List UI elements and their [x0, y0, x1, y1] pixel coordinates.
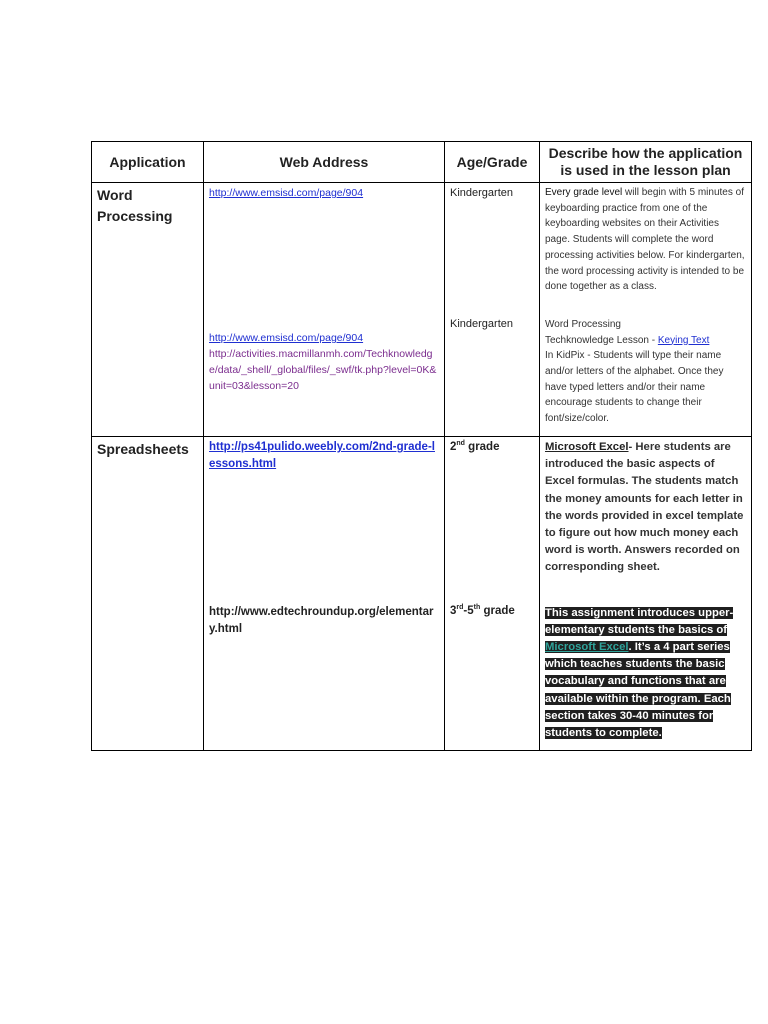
url-text: http://activities.macmillanmh.com/Techknowledge/data/_shell/_global/files/_swf/tk.php?level=0K&unit=03&lesson=20: [209, 348, 437, 392]
spacer: [545, 577, 746, 605]
grade-number: 2: [450, 441, 457, 453]
grade-suffix: grade: [464, 441, 500, 453]
grade-suffix: grade: [480, 605, 515, 617]
header-row: [92, 142, 752, 183]
age-grade-text: [450, 439, 534, 456]
description-line: Techknowledge Lesson -: [545, 334, 658, 346]
header-application: Application: [92, 142, 204, 183]
description-emphasis: Every grade level: [545, 187, 623, 198]
spacer: [545, 295, 746, 317]
description-line: Word Processing: [545, 318, 621, 330]
description-text: This assignment introduces upper-elementary students the basics of: [545, 606, 734, 636]
keying-text-link[interactable]: Keying Text: [657, 334, 710, 346]
description-text: will begin with 5 minutes of keyboarding practice from one of the keyboarding websites on their Activities page. Students will complete the word processing activities below. For kindergarten, the word processing activity is intended to be done together as a class.: [545, 187, 745, 293]
header-web-address: Web Address: [204, 142, 445, 183]
spacer: [209, 201, 439, 330]
url-text: http://www.edtechroundup.org/elementary.html: [209, 606, 434, 635]
age-grade-text: Kindergarten: [450, 187, 513, 199]
description-paragraph: [545, 317, 746, 427]
application-name-line: Spreadsheets: [97, 441, 189, 457]
spacer: [209, 473, 439, 604]
microsoft-excel-link[interactable]: Microsoft Excel: [545, 441, 629, 453]
url-link[interactable]: http://www.emsisd.com/page/904: [209, 187, 364, 199]
url-link[interactable]: http://www.emsisd.com/page/904: [209, 332, 364, 344]
description-paragraph-highlighted: [545, 605, 746, 743]
age-grade-cell: [445, 183, 540, 437]
description-text: - Here students are introduced the basic aspects of Excel formulas. The students match the money amounts for each letter in the words provided in excel template to figure out how much money each word is worth. Answers recorded on corresponding sheet.: [545, 441, 744, 574]
application-name-line: Processing: [97, 208, 173, 224]
url-link[interactable]: http://ps41pulido.weebly.com/2nd-grade-lessons.html: [209, 441, 435, 470]
table-row-word-processing: [92, 183, 752, 437]
header-age-grade: Age/Grade: [445, 142, 540, 183]
grade-number: 3: [450, 605, 457, 617]
microsoft-excel-link[interactable]: Microsoft Excel: [545, 641, 629, 654]
description-text: . It’s a 4 part series which teaches students the basic vocabulary and functions that are available within the program. Each section takes 30-40 minutes for students to complete.: [545, 641, 731, 740]
application-name-line: Word: [97, 187, 133, 203]
grade-ordinal: th: [473, 604, 481, 612]
web-address-cell: [204, 437, 445, 751]
table-row-spreadsheets: [92, 437, 752, 751]
grade-ordinal: rd: [456, 604, 464, 612]
lesson-plan-table: [91, 141, 752, 751]
application-cell: [92, 183, 204, 437]
description-text: In KidPix - Students will type their name and/or letters of the alphabet. Once they have typed letters and/or their name encourage students to change their font/size/color.: [545, 350, 724, 425]
description-cell: [540, 437, 752, 751]
spacer: [450, 201, 534, 316]
age-grade-text: Kindergarten: [450, 318, 513, 330]
web-address-cell: [204, 183, 445, 437]
description-paragraph: [545, 185, 746, 295]
grade-ordinal: nd: [456, 440, 465, 448]
application-cell: [92, 437, 204, 751]
description-cell: [540, 183, 752, 437]
description-paragraph: [545, 439, 746, 577]
header-description: Describe how the application is used in the lesson plan: [540, 142, 752, 183]
grade-range: -5: [463, 605, 474, 617]
age-grade-text: [450, 603, 534, 620]
spacer: [450, 456, 534, 603]
age-grade-cell: [445, 437, 540, 751]
